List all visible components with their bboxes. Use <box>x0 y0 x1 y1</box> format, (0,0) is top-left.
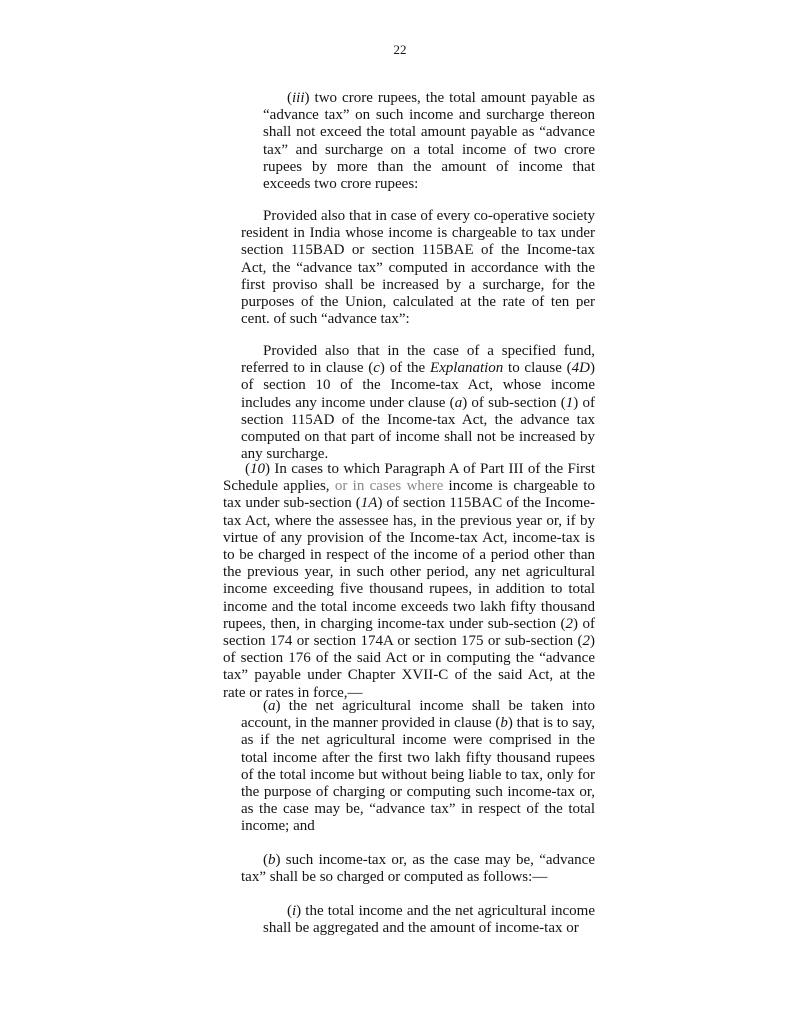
paragraph-10-text: ) of section 115BAC of the Income-tax Act, where the assessee has, in the previous year or, if by virtue of any provision of the Income-tax Act, income-tax is to be charged in respect of the income of a period other than the previous year, in such other period, any net agricultural income exceeding five thousand rupees, in addition to total income and the total income exceeds two lakh fifty thousand rupees, then, in charging income-tax under sub-section ( <box>223 495 596 632</box>
proviso-fund-subsection-ref: 1 <box>565 394 574 411</box>
clause-a-text: ) that is to say, as if the net agricultural income were comprised in the total income after the first two lakh fifty thousand rupees of the total income but without being liable to tax, only for the purpose of charging or computing such income-tax or, as the case may be, “advance tax” in respect of the total income; and <box>241 715 595 835</box>
proviso-fund-text: ) of the <box>379 360 430 377</box>
proviso-cooperative-text: Provided also that in case of every co-operative society resident in India whose income is chargeable to tax under section 115BAD or section 115BAE of the Income-tax Act, the “advance tax” computed in accordance with the first proviso shall be increased by a surcharge, for the purposes of the Union, calculated at the rate of ten per cent. of such “advance tax”: <box>241 208 595 328</box>
clause-i-number: i <box>292 903 297 919</box>
proviso-specified-fund <box>241 343 595 463</box>
proviso-fund-text: Provided also that in the case of a specified fund, referred to in clause ( <box>241 343 595 377</box>
proviso-cooperative-society <box>241 208 595 328</box>
proviso-fund-text: ) of sub-section ( <box>462 394 566 411</box>
clause-iii-number: iii <box>292 90 305 106</box>
page-number: 22 <box>393 42 407 57</box>
clause-iii-paragraph: (iii) two crore rupees, the total amount payable as “advance tax” on such income and surcharge thereon shall not exceed the total amount payable as “advance tax” and surcharge on a total income of two crore rupees by more than the amount of income that exceeds two crore rupees: <box>263 90 595 193</box>
paragraph-10-gray-insertion: or in cases where <box>334 478 444 495</box>
proviso-fund-text: ) of section 115AD of the Income-tax Act, the advance tax computed on that part of income shall not be increased by any surcharge. <box>241 394 595 463</box>
paragraph-10-text: ) In cases to which Paragraph A of Part III of the First Schedule applies, <box>223 461 595 495</box>
clause-a-clause-ref: b <box>500 715 508 732</box>
paragraph-10-text: ) of section 174 or section 174A or section 175 or sub-section ( <box>223 615 595 650</box>
paragraph-10-subsection-ref: 2 <box>582 633 590 650</box>
clause-b-text: ) such income-tax or, as the case may be, “advance tax” shall be so charged or computed as follows:— <box>241 852 595 886</box>
proviso-fund-clause-ref: c <box>373 360 380 377</box>
proviso-fund-clause-ref: 4D <box>571 360 590 377</box>
clause-b-number: b <box>268 852 276 868</box>
paragraph-10-subsection-ref: 1A <box>360 495 378 512</box>
clause-i-paragraph: (i) the total income and the net agricultural income shall be aggregated and the amount of income-tax or <box>263 903 595 937</box>
clause-b-paragraph: (b) such income-tax or, as the case may be, “advance tax” shall be so charged or computed as follows:— <box>241 852 595 886</box>
paragraph-10-text: ) of section 176 of the said Act or in computing the “advance tax” payable under Chapter XVII-C of the said Act, at the rate or rates in force,— <box>223 633 595 701</box>
proviso-fund-text: to clause ( <box>503 360 572 377</box>
clause-a-paragraph: (a) the net agricultural income shall be taken into account, in the manner provided in clause (b) that is to say, as if the net agricultural income were comprised in the total income after the first two lakh fifty thousand rupees of the total income but without being liable to tax, only for the purpose of charging or computing such income-tax or, as the case may be, “advance tax” in respect of the total income; and <box>241 698 595 835</box>
clause-a-number: a <box>268 698 276 714</box>
paragraph-10-text: income is chargeable to tax under sub-section ( <box>223 478 595 512</box>
clause-iii-text: two crore rupees, the total amount payable as “advance tax” on such income and surcharge thereon shall not exceed the total amount payable as “advance tax” and surcharge on a total income of two crore rupees by more than the amount of income that exceeds two crore rupees: <box>263 90 595 193</box>
proviso-fund-explanation-ref: Explanation <box>429 360 504 377</box>
paragraph-10-subsection-ref: 2 <box>565 615 574 632</box>
proviso-fund-clause-ref: a <box>454 394 463 411</box>
paragraph-10-number: 10 <box>250 461 265 477</box>
paragraph-10: (10) In cases to which Paragraph A of Part III of the First Schedule applies, or in cases where income is chargeable to tax under sub-section (1A) of section 115BAC of the Income-tax Act, where the assessee has, in the previous year or, if by virtue of any provision of the Income-tax Act, income-tax is to be charged in respect of the income of a period other than the previous year, in such other period, any net agricultural income exceeding five thousand rupees, in addition to total income and the total income exceeds two lakh fifty thousand rupees, then, in charging income-tax under sub-section (2) of section 174 or section 174A or section 175 or sub-section (2) of section 176 of the said Act or in computing the “advance tax” payable under Chapter XVII-C of the said Act, at the rate or rates in force,— <box>223 461 596 701</box>
proviso-fund-text: ) of section 10 of the Income-tax Act, whose income includes any income under clause ( <box>241 360 595 411</box>
clause-i-text: ) the total income and the net agricultural income shall be aggregated and the amount of income-tax or <box>263 903 595 937</box>
clause-a-text: ) the net agricultural income shall be taken into account, in the manner provided in clause ( <box>241 698 595 732</box>
